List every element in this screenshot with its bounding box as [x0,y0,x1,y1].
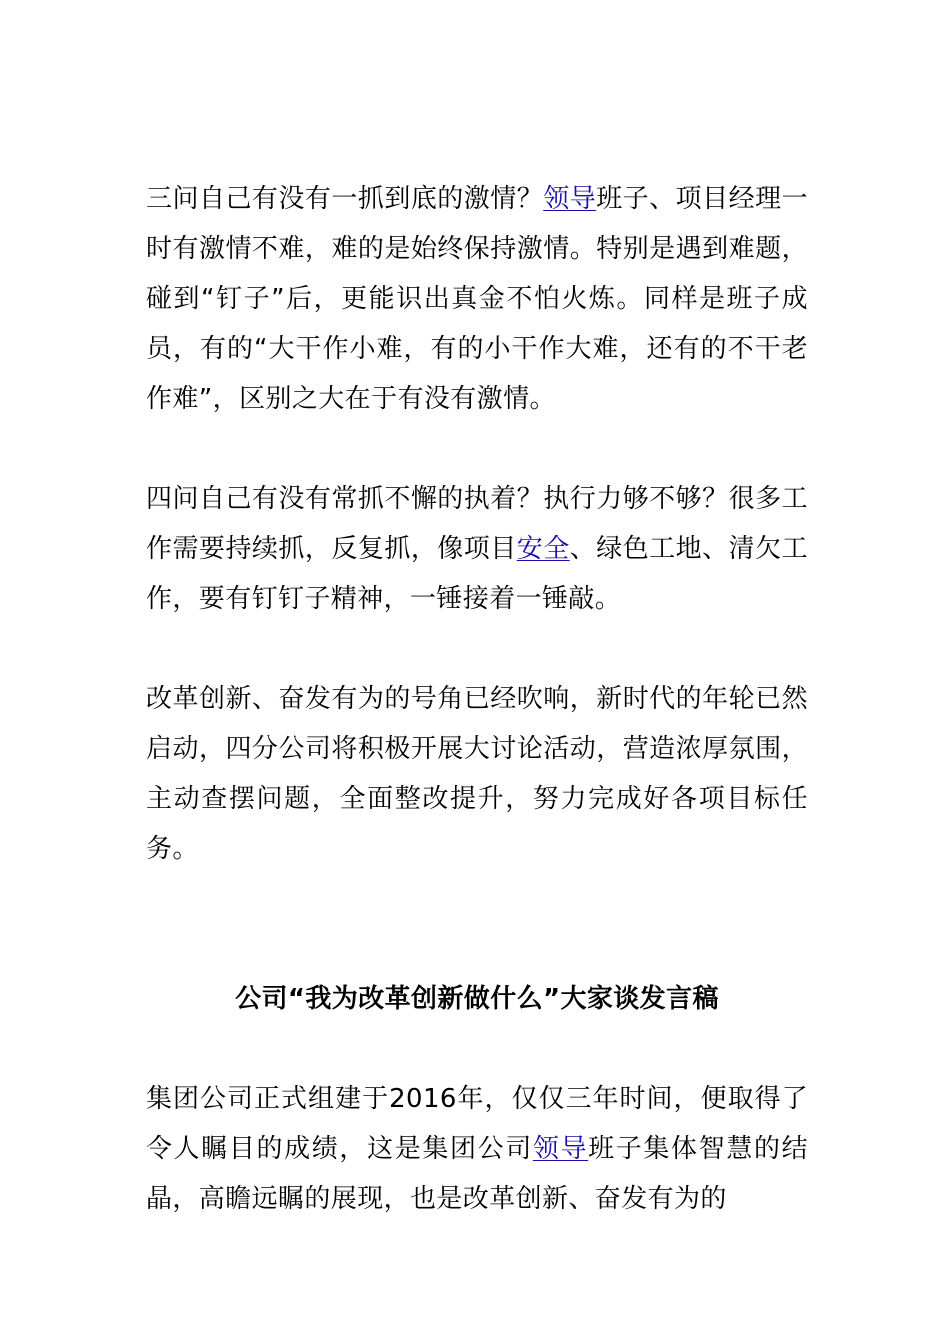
paragraph-text: 班子、项目经理一时有激情不难，难的是始终保持激情。特别是遇到难题，碰到“钉子”后，更能识出真金不怕火炼。同样是班子成员，有的“大干作小难，有的小干作大难，还有的不干老作难”，区别之大在于有没有激情。 [146,184,808,414]
paragraph-text: 改革创新、奋发有为的号角已经吹响，新时代的年轮已然启动，四分公司将积极开展大讨论活动，营造浓厚氛围，主动查摆问题，全面整改提升，努力完成好各项目标任务。 [146,684,808,864]
paragraph-conclusion [146,674,808,874]
paragraph-text: 、绿色工地、清欠工作，要有钉钉子精神，一锤接着一锤敲。 [146,534,808,614]
paragraph-text: 四问自己有没有常抓不懈的执着？执行力够不够？很多工作需要持续抓，反复抓，像项目 [146,484,808,564]
link-leadership[interactable]: 领导 [543,184,597,214]
paragraph-text: 班子集体智慧的结晶，高瞻远瞩的展现，也是改革创新、奋发有为的 [146,1134,808,1214]
paragraph-third-question [146,174,808,424]
paragraph-text: 集团公司正式组建于2016年，仅仅三年时间，便取得了令人瞩目的成绩，这是集团公司 [146,1084,808,1164]
section-heading: 公司“我为改革创新做什么”大家谈发言稿 [235,984,719,1014]
link-leadership[interactable]: 领导 [532,1134,589,1164]
paragraph-text: 三问自己有没有一抓到底的激情？ [146,184,544,214]
paragraph-fourth-question [146,474,808,624]
link-safety[interactable]: 安全 [516,534,570,564]
paragraph-group-intro [146,1074,808,1224]
